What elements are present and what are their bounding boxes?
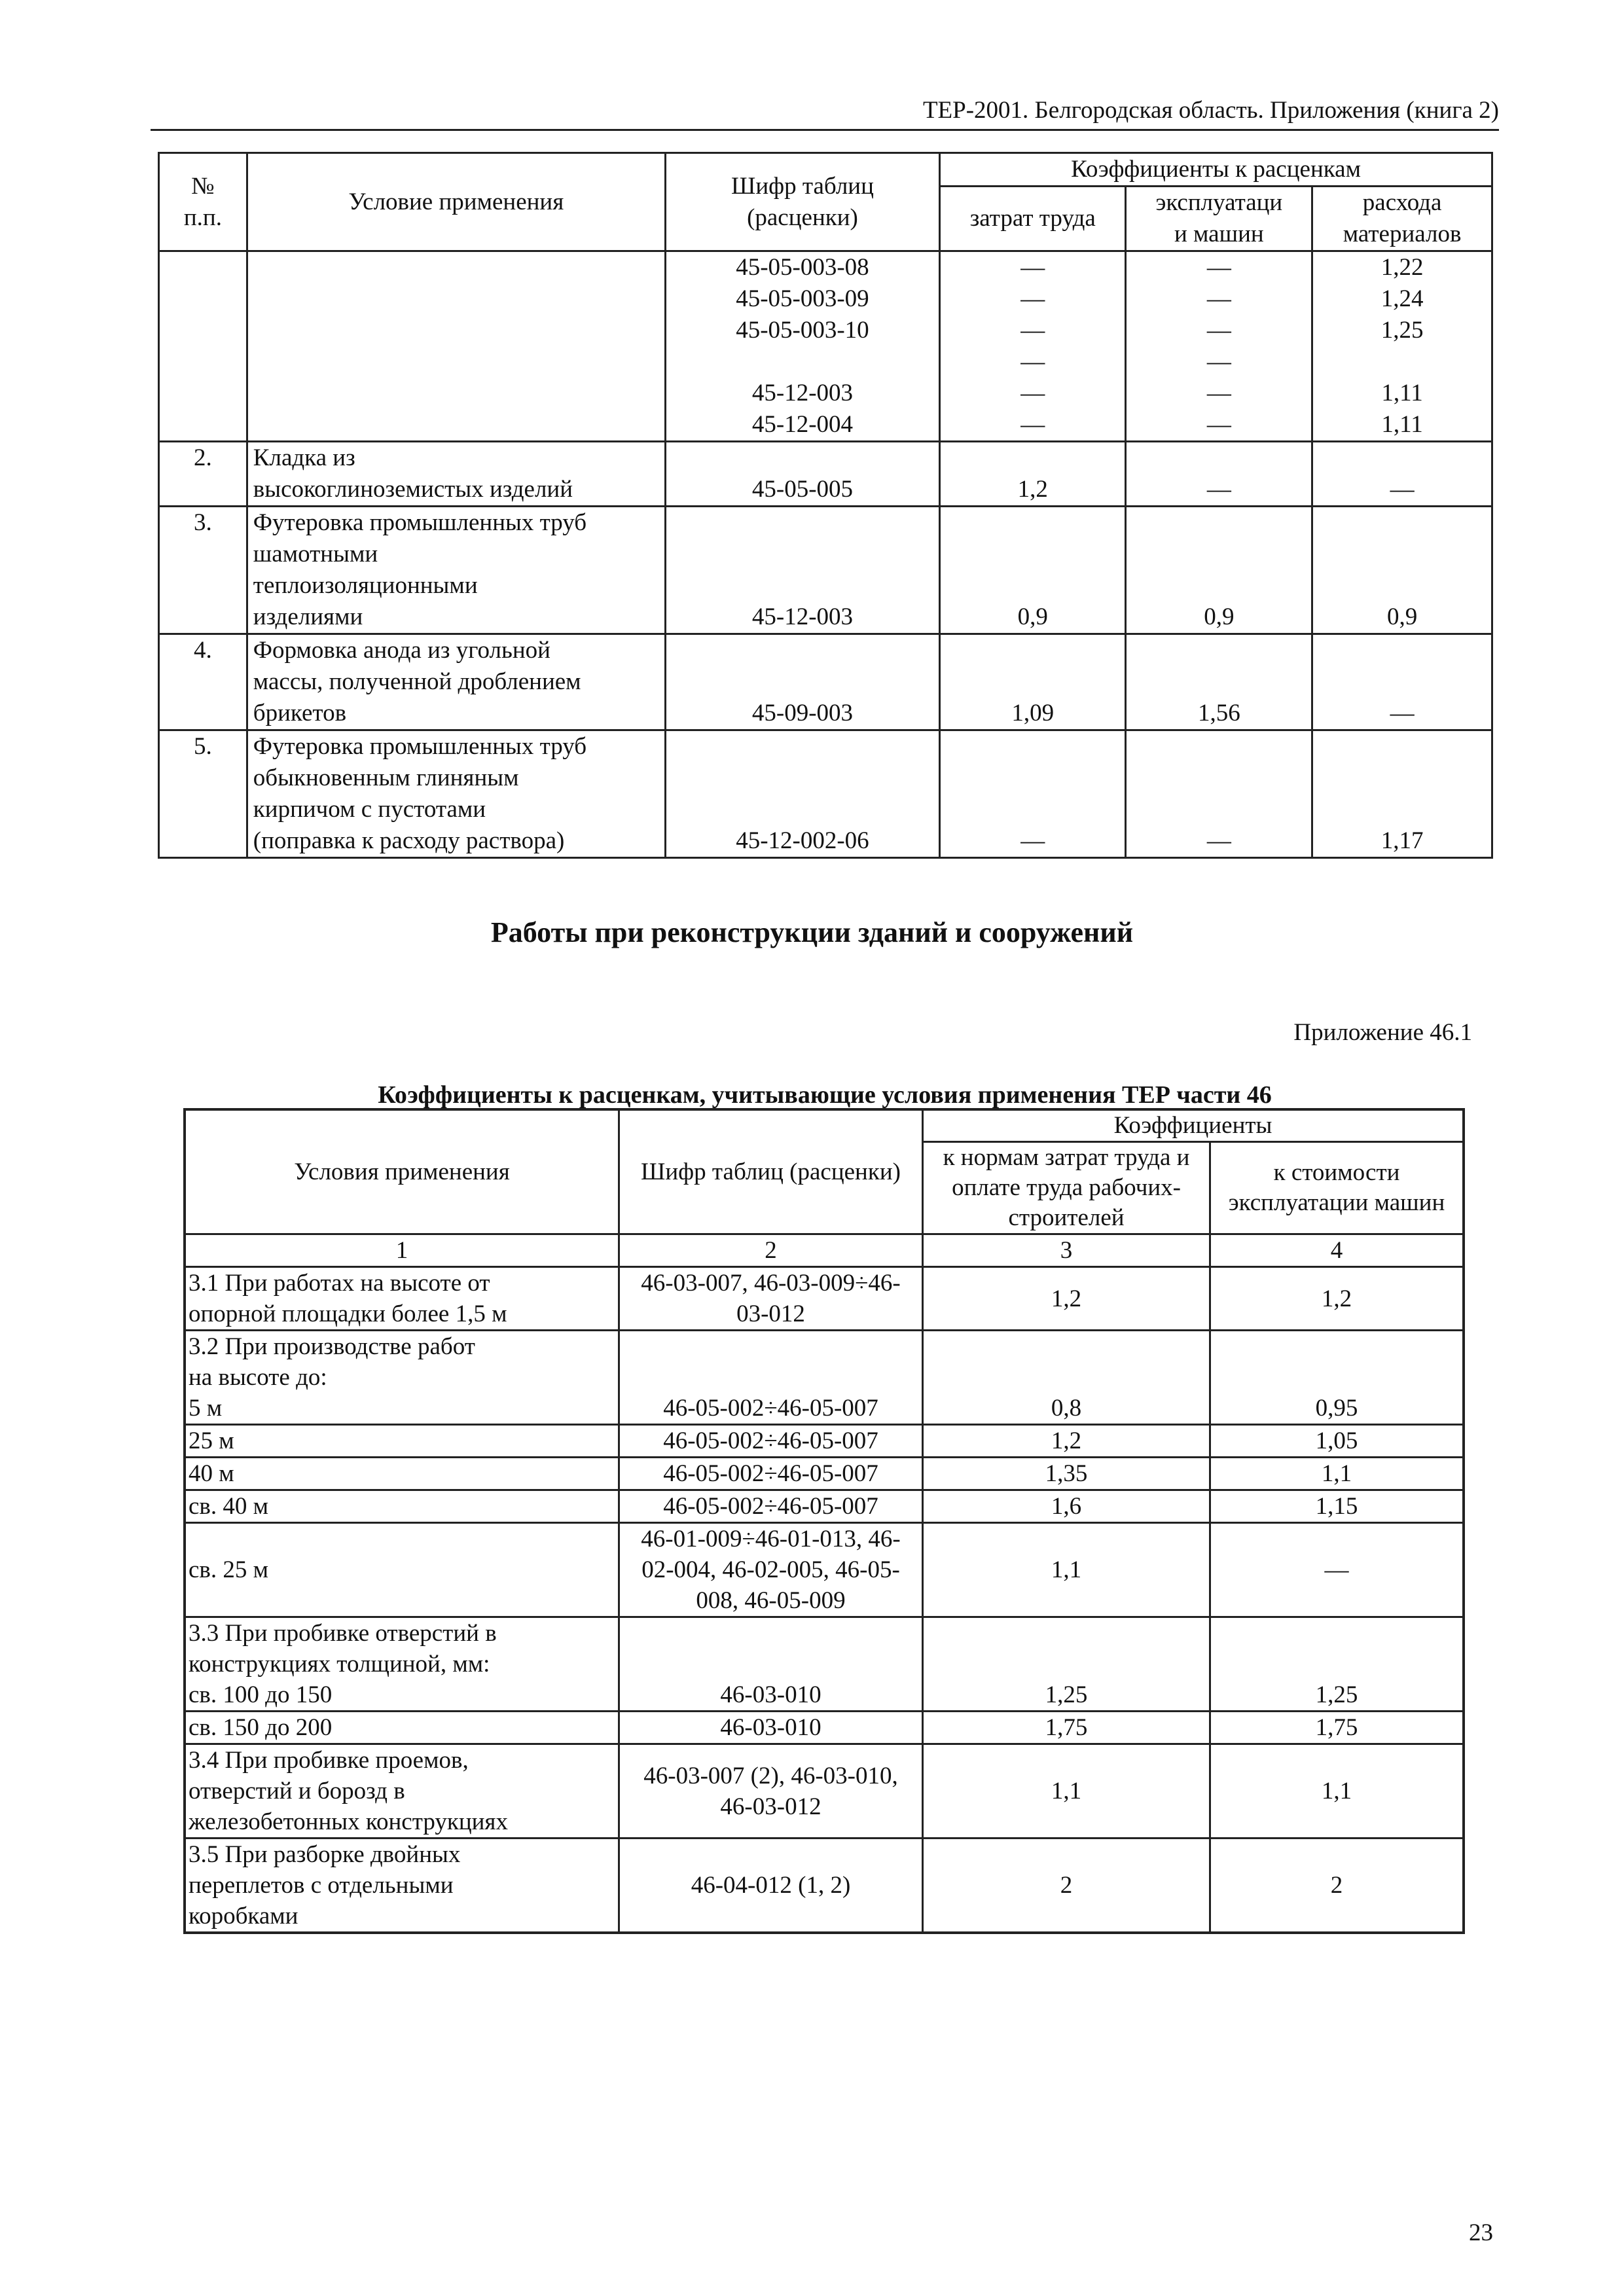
value-line: — <box>1206 348 1231 375</box>
value-line: — <box>1020 348 1045 375</box>
page-number: 23 <box>1469 2219 1493 2246</box>
cell-condition: Формовка анода из угольной массы, полученной дроблением брикетов <box>247 634 665 730</box>
cell-machines: 1,56 <box>1126 634 1312 730</box>
header-coef-group: Коэффициенты к расценкам <box>940 153 1492 187</box>
cell-num: 5. <box>159 730 247 858</box>
cell-labor: 1,1 <box>922 1744 1210 1839</box>
code-line: 45-12-003 <box>751 380 854 406</box>
header-code: Шифр таблиц (расценки) <box>619 1109 923 1234</box>
code-line: 45-05-003-09 <box>736 285 869 312</box>
table-row <box>159 442 1492 507</box>
cell-code: 46-05-002÷46-05-007 <box>619 1425 923 1458</box>
cell-code: 46-05-002÷46-05-007 <box>619 1458 923 1490</box>
column-number: 4 <box>1210 1234 1464 1267</box>
coefficients-table-45 <box>158 152 1493 859</box>
cell-code: 45-05-005 <box>665 442 939 507</box>
cell-materials: — <box>1312 634 1492 730</box>
table-row <box>185 1839 1464 1933</box>
code-line: 45-05-003-10 <box>736 317 869 344</box>
cell-labor: 1,35 <box>922 1458 1210 1490</box>
appendix-label: Приложение 46.1 <box>1293 1019 1472 1046</box>
table-row <box>185 1617 1464 1712</box>
table-row <box>185 1331 1464 1425</box>
cell-code: 46-05-002÷46-05-007 <box>619 1331 923 1425</box>
cell-machines: 0,9 <box>1126 507 1312 634</box>
cell-condition: св. 40 м <box>185 1490 619 1523</box>
table-row <box>185 1458 1464 1490</box>
value-line: — <box>1020 254 1045 281</box>
cell-code <box>665 251 939 442</box>
table-row <box>159 730 1492 858</box>
cell-materials: 0,9 <box>1312 507 1492 634</box>
cell-machines: 1,25 <box>1210 1617 1464 1712</box>
cell-materials: 1,17 <box>1312 730 1492 858</box>
column-number: 3 <box>922 1234 1210 1267</box>
cell-condition: 3.2 При производстве работ на высоте до: 5 м <box>185 1331 619 1425</box>
cell-labor: 1,2 <box>940 442 1126 507</box>
cell-code: 45-09-003 <box>665 634 939 730</box>
table-row <box>185 1425 1464 1458</box>
cell-machines: — <box>1126 730 1312 858</box>
value-line: 1,11 <box>1381 411 1423 438</box>
cell-condition <box>247 251 665 442</box>
cell-machines: 1,05 <box>1210 1425 1464 1458</box>
cell-machines: — <box>1126 442 1312 507</box>
cell-machines: 1,1 <box>1210 1744 1464 1839</box>
value-line: — <box>1206 285 1231 312</box>
cell-labor: 1,09 <box>940 634 1126 730</box>
table-row <box>185 1490 1464 1523</box>
value-line: — <box>1020 285 1045 312</box>
cell-code: 46-04-012 (1, 2) <box>619 1839 923 1933</box>
cell-machines: 1,1 <box>1210 1458 1464 1490</box>
cell-labor: — <box>940 730 1126 858</box>
value-line: — <box>1020 380 1045 406</box>
cell-condition: св. 150 до 200 <box>185 1712 619 1744</box>
table-row <box>185 1712 1464 1744</box>
value-line: — <box>1020 317 1045 344</box>
cell-condition: 3.5 При разборке двойных переплетов с отдельными коробками <box>185 1839 619 1933</box>
value-line: — <box>1206 411 1231 438</box>
cell-condition: 25 м <box>185 1425 619 1458</box>
cell-num: 3. <box>159 507 247 634</box>
cell-labor <box>940 251 1126 442</box>
header-condition: Условие применения <box>247 153 665 251</box>
code-line: 45-05-003-08 <box>736 254 869 281</box>
cell-labor: 1,25 <box>922 1617 1210 1712</box>
cell-condition: Футеровка промышленных труб шамотными теплоизоляционными изделиями <box>247 507 665 634</box>
value-line: 1,22 <box>1380 254 1424 281</box>
cell-labor: 0,9 <box>940 507 1126 634</box>
value-line: — <box>1020 411 1045 438</box>
coefficients-table-46 <box>183 1108 1465 1934</box>
section-title: Работы при реконструкции зданий и сооружений <box>490 916 1134 948</box>
cell-condition: 3.3 При пробивке отверстий в конструкциях толщиной, мм: св. 100 до 150 <box>185 1617 619 1712</box>
header-condition: Условия применения <box>185 1109 619 1234</box>
cell-code: 46-05-002÷46-05-007 <box>619 1490 923 1523</box>
cell-labor: 0,8 <box>922 1331 1210 1425</box>
table-row <box>159 634 1492 730</box>
cell-machines: 2 <box>1210 1839 1464 1933</box>
table-caption: Коэффициенты к расценкам, учитывающие условия применения ТЕР части 46 <box>378 1081 1272 1109</box>
table-row <box>185 1523 1464 1617</box>
header-coef-group: Коэффициенты <box>922 1109 1464 1142</box>
header-machines: эксплуатаци и машин <box>1126 187 1312 251</box>
table-row <box>185 1744 1464 1839</box>
cell-machines: — <box>1210 1523 1464 1617</box>
cell-code: 46-01-009÷46-01-013, 46- 02-004, 46-02-005, 46-05- 008, 46-05-009 <box>619 1523 923 1617</box>
header-labor: к нормам затрат труда и оплате труда рабочих- строителей <box>922 1142 1210 1234</box>
table-row <box>185 1267 1464 1331</box>
cell-code: 46-03-007, 46-03-009÷46- 03-012 <box>619 1267 923 1331</box>
column-number: 1 <box>185 1234 619 1267</box>
cell-condition: 3.4 При пробивке проемов, отверстий и борозд в железобетонных конструкциях <box>185 1744 619 1839</box>
code-line: 45-12-004 <box>751 411 854 438</box>
cell-condition: Кладка из высокоглиноземистых изделий <box>247 442 665 507</box>
value-line: — <box>1206 254 1231 281</box>
code-line <box>672 346 933 378</box>
cell-condition: 3.1 При работах на высоте от опорной площадки более 1,5 м <box>185 1267 619 1331</box>
cell-num: 2. <box>159 442 247 507</box>
cell-condition: св. 25 м <box>185 1523 619 1617</box>
cell-machines <box>1126 251 1312 442</box>
value-line: 1,24 <box>1380 285 1424 312</box>
column-number: 2 <box>619 1234 923 1267</box>
table-row <box>159 507 1492 634</box>
header-code: Шифр таблиц (расценки) <box>665 153 939 251</box>
header-labor: затрат труда <box>940 187 1126 251</box>
cell-code: 46-03-007 (2), 46-03-010, 46-03-012 <box>619 1744 923 1839</box>
cell-machines: 0,95 <box>1210 1331 1464 1425</box>
value-line: — <box>1206 380 1231 406</box>
header-materials: расхода материалов <box>1312 187 1492 251</box>
cell-machines: 1,2 <box>1210 1267 1464 1331</box>
cell-labor: 1,2 <box>922 1425 1210 1458</box>
header-machines: к стоимости эксплуатации машин <box>1210 1142 1464 1234</box>
cell-labor: 1,6 <box>922 1490 1210 1523</box>
header-num: № п.п. <box>159 153 247 251</box>
cell-code: 45-12-002-06 <box>665 730 939 858</box>
value-line: 1,25 <box>1380 317 1424 344</box>
cell-labor: 1,2 <box>922 1267 1210 1331</box>
value-line: — <box>1206 317 1231 344</box>
column-number-row <box>185 1234 1464 1267</box>
cell-materials: — <box>1312 442 1492 507</box>
cell-condition: 40 м <box>185 1458 619 1490</box>
cell-num <box>159 251 247 442</box>
cell-code: 46-03-010 <box>619 1712 923 1744</box>
running-header: ТЕР-2001. Белгородская область. Приложения (книга 2) <box>151 95 1499 131</box>
value-line: 1,11 <box>1381 380 1423 406</box>
cell-code: 46-03-010 <box>619 1617 923 1712</box>
cell-materials <box>1312 251 1492 442</box>
cell-code: 45-12-003 <box>665 507 939 634</box>
table-row <box>159 251 1492 442</box>
cell-machines: 1,15 <box>1210 1490 1464 1523</box>
cell-condition: Футеровка промышленных труб обыкновенным глиняным кирпичом с пустотами (поправка к расходу раствора) <box>247 730 665 858</box>
cell-labor: 1,75 <box>922 1712 1210 1744</box>
cell-machines: 1,75 <box>1210 1712 1464 1744</box>
value-line <box>1318 346 1486 378</box>
cell-num: 4. <box>159 634 247 730</box>
cell-labor: 1,1 <box>922 1523 1210 1617</box>
cell-labor: 2 <box>922 1839 1210 1933</box>
